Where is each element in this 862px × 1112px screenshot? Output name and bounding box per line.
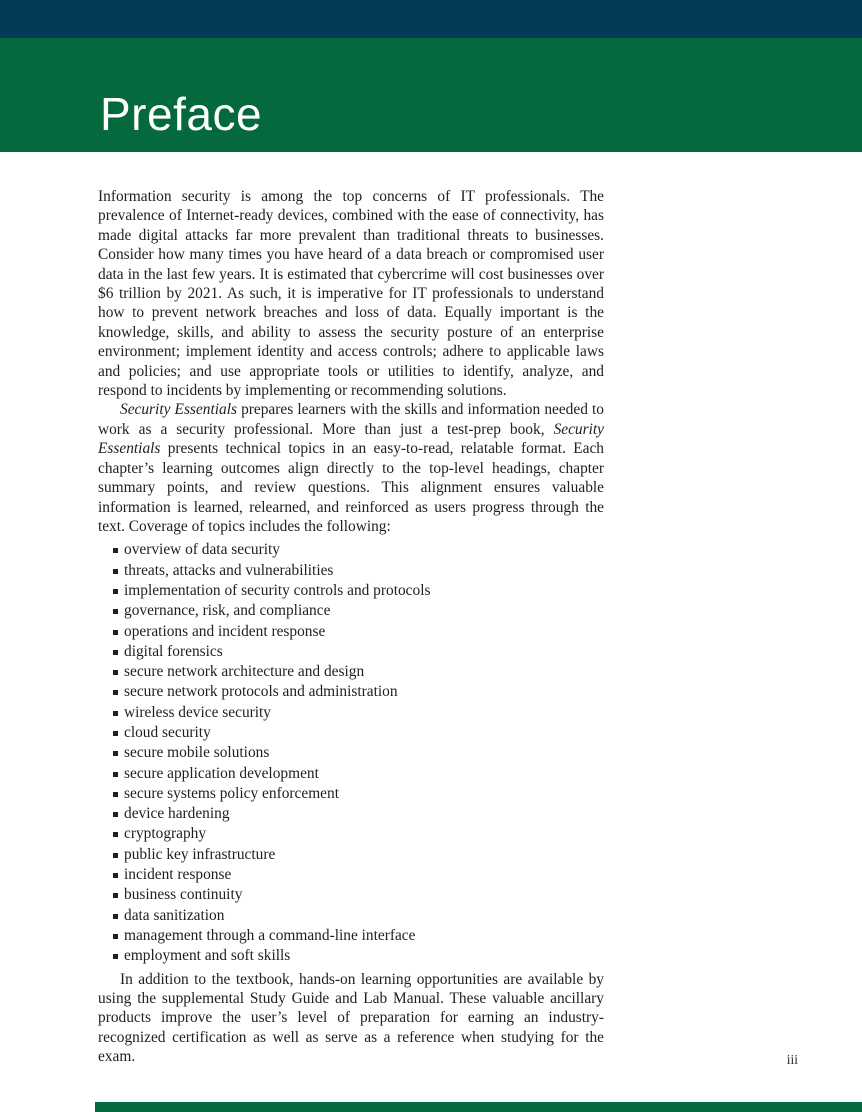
topic-list-item: wireless device security — [98, 703, 604, 723]
paragraph-text: presents technical topics in an easy-to-read, relatable format. Each chapter’s learning outcomes align directly to the top-level headings, chapter summary points, and review questions. This alignment ensures valuable information is learned, relearned, and reinforced as users progress through the text. Coverage of topics includes the following: — [98, 440, 604, 535]
topic-list-item: device hardening — [98, 804, 604, 824]
book-title-italic: Security Essentials — [120, 401, 237, 419]
body-content — [98, 187, 604, 1067]
topic-list-item: governance, risk, and compliance — [98, 601, 604, 621]
topic-list-item: incident response — [98, 865, 604, 885]
topic-list-item: secure mobile solutions — [98, 743, 604, 763]
topic-list-item: cloud security — [98, 723, 604, 743]
topic-list-item: implementation of security controls and protocols — [98, 581, 604, 601]
topic-list-item: management through a command-line interface — [98, 926, 604, 946]
paragraph-book-overview — [98, 400, 604, 536]
topic-list-item: public key infrastructure — [98, 845, 604, 865]
topic-list-item: data sanitization — [98, 906, 604, 926]
page-number: iii — [786, 1052, 798, 1067]
footer-green-bar — [95, 1102, 862, 1112]
topic-list — [98, 540, 604, 966]
topic-list-item: threats, attacks and vulnerabilities — [98, 561, 604, 581]
chapter-title-band — [0, 38, 862, 152]
topic-list-item: operations and incident response — [98, 622, 604, 642]
book-title-italic: Security Essentials — [98, 420, 604, 458]
topic-list-item: cryptography — [98, 824, 604, 844]
topic-list-item: business continuity — [98, 885, 604, 905]
paragraph-supplements: In addition to the textbook, hands-on learning opportunities are available by using the supplemental Study Guide and Lab Manual. These valuable ancillary products improve the user’s level of preparation for earning an industry-recognized certification as well as serve as a reference when studying for the exam. — [98, 970, 604, 1066]
topic-list-item: secure systems policy enforcement — [98, 784, 604, 804]
topic-list-item: digital forensics — [98, 642, 604, 662]
topic-list-item: employment and soft skills — [98, 946, 604, 966]
top-navy-bar — [0, 0, 862, 38]
topic-list-item: secure network architecture and design — [98, 662, 604, 682]
topic-list-item: overview of data security — [98, 540, 604, 560]
topic-list-item: secure network protocols and administration — [98, 682, 604, 702]
topic-list-item: secure application development — [98, 764, 604, 784]
paragraph-intro: Information security is among the top concerns of IT professionals. The prevalence of Internet-ready devices, combined with the ease of connectivity, has made digital attacks far more prevalent than traditional threats to businesses. Consider how many times you have heard of a data breach or compromised user data in the last few years. It is estimated that cybercrime will cost businesses over $6 trillion by 2021. As such, it is imperative for IT professionals to understand how to prevent network breaches and loss of data. Equally important is the knowledge, skills, and ability to assess the security posture of an enterprise environment; implement identity and access controls; adhere to applicable laws and policies; and use appropriate tools or utilities to identify, analyze, and respond to incidents by implementing or recommending solutions. — [98, 188, 604, 400]
paragraph-text: prepares learners with the skills and information needed to work as a security professional. More than just a test-prep book, — [98, 401, 604, 438]
page-title: Preface — [100, 88, 263, 140]
